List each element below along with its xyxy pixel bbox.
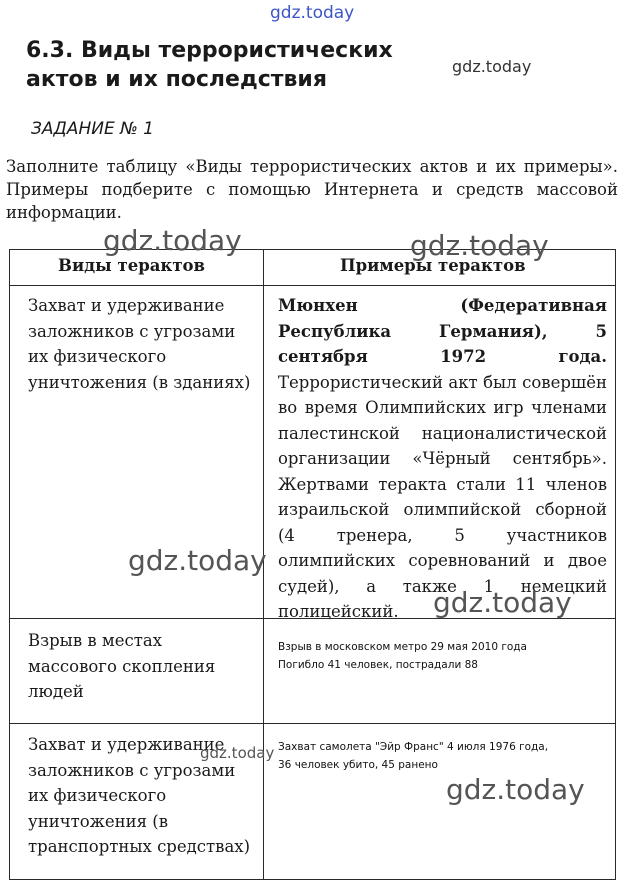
table-cell-example <box>278 638 607 674</box>
example-handwritten-line: Захват самолета "Эйр Франс" 4 июля 1976 года, <box>278 741 549 753</box>
table-cell-type: Взрыв в местах массового скопления людей <box>28 631 216 701</box>
watermark: gdz.today <box>200 744 275 762</box>
example-handwritten-line: Погибло 41 человек, пострадали 88 <box>278 659 478 671</box>
table-cell-type: Захват и удерживание заложников с угрозами их физического уничтожения (в транспортных средствах) <box>28 735 251 856</box>
watermark: gdz.today <box>270 3 355 23</box>
table-cell-example <box>278 738 607 774</box>
watermark: gdz.today <box>452 57 532 76</box>
watermark: gdz.today <box>128 544 267 577</box>
watermark: gdz.today <box>433 586 572 619</box>
section-title: 6.3. Виды террористических актов и их последствия <box>26 38 393 92</box>
task-instruction: Заполните таблицу «Виды террористических актов и их примеры». Примеры подберите с помощью Интернета и средств массовой информации. <box>6 157 618 222</box>
example-bold-text: Мюнхен (Федеративная Республика Германия), 5 сентября 1972 года. <box>278 296 607 366</box>
watermark: gdz.today <box>410 229 549 262</box>
table-cell-example <box>278 293 607 625</box>
row-divider <box>10 285 615 286</box>
example-text: Террористический акт был совершён во время Олимпийских игр членами палестинской националистической организации «Чёрный сентябрь». Жертвами теракта стали 11 членов израильской олимпийской сборной (4 тренера, 5 участников олимпийских соревнований и двое судей), а также 1 немецкий полицейский. <box>278 372 607 621</box>
task-heading: ЗАДАНИЕ № 1 <box>31 119 154 139</box>
column-header-types: Виды терактов <box>58 256 206 275</box>
column-header-examples: Примеры терактов <box>340 256 526 275</box>
table-cell-type: Захват и удерживание заложников с угрозами их физического уничтожения (в зданиях) <box>28 296 251 392</box>
row-divider <box>10 723 615 724</box>
example-handwritten-line: Взрыв в московском метро 29 мая 2010 года <box>278 641 527 653</box>
example-handwritten-line: 36 человек убито, 45 ранено <box>278 759 438 771</box>
watermark: gdz.today <box>103 224 242 257</box>
watermark: gdz.today <box>446 773 585 806</box>
